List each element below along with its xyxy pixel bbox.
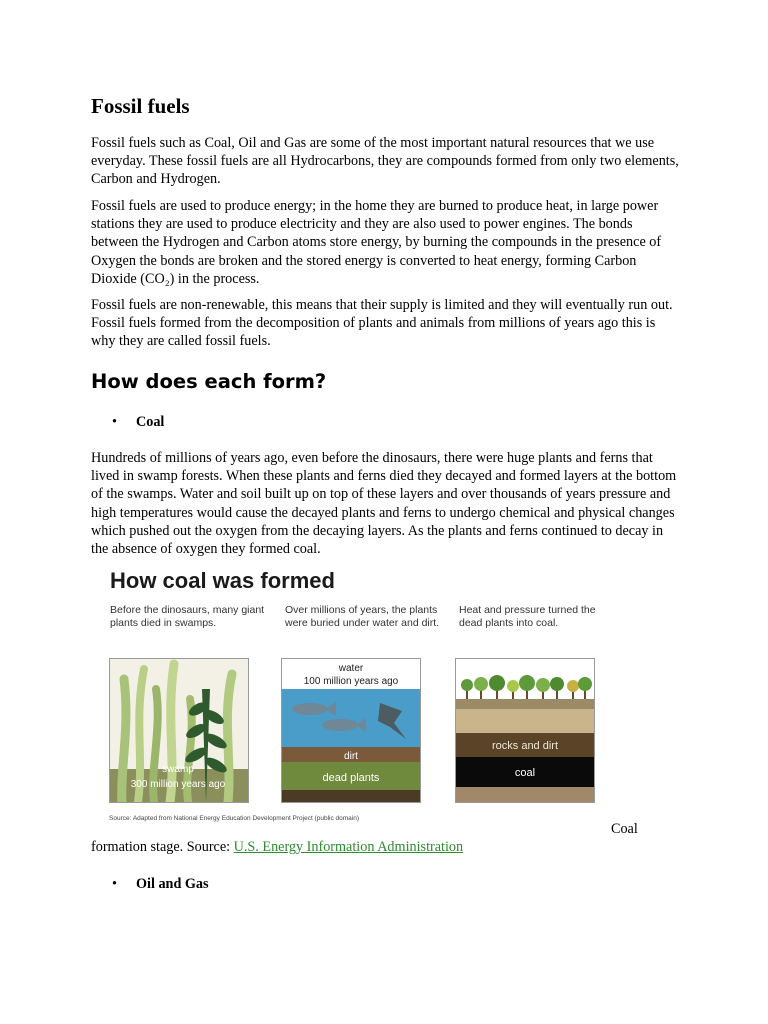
figure-source: Source: Adapted from National Energy Education Development Project (public domain) [109, 815, 360, 822]
buried-panel [281, 658, 421, 803]
coal-formation-figure [105, 568, 615, 828]
section-heading: How does each form? [91, 370, 327, 393]
caption-prefix: formation stage. Source: [91, 839, 234, 855]
figure-caption-start: Coal [611, 821, 638, 837]
swamp-age-label: 300 million years ago [130, 779, 226, 790]
coal-paragraph: Hundreds of millions of years ago, even before the dinosaurs, there were huge plants and ferns that lived in swamp forests. When these plants and ferns died they decayed and formed layers at the bottom of the swamps. Water and soil built up on top of these layers and over thousands of years pressure and high temperatures would cause the decayed plants and ferns to undergo chemical and physical changes which pushed out the oxygen from the decaying layers. As the plants and ferns continued to decay in the absence of oxygen they formed coal. [91, 450, 677, 558]
coal-panel [455, 658, 595, 803]
water-age-label: 100 million years ago [303, 676, 399, 687]
eia-source-link[interactable]: U.S. Energy Information Administration [233, 839, 464, 855]
figure-caption-1: Before the dinosaurs, many giant plants died in swamps. [110, 604, 265, 629]
bullet-dot: • [112, 414, 117, 430]
intro-paragraph: Fossil fuels such as Coal, Oil and Gas are some of the most important natural resources that we use everyday. These fossil fuels are all Hydrocarbons, they are compounds formed from only two elements, Carbon and Hydrogen. [91, 135, 679, 188]
bullet-coal [112, 414, 164, 431]
water-label: water [338, 663, 364, 674]
bullet-dot: • [112, 876, 117, 892]
bullet-coal-label: Coal [136, 414, 165, 430]
swamp-label: swamp [162, 764, 194, 775]
bullet-oil-gas-label: Oil and Gas [136, 876, 209, 892]
page-title: Fossil fuels [91, 94, 190, 118]
bullet-oil-gas [112, 876, 209, 893]
buried-illustration [282, 659, 420, 802]
dead-plants-label: dead plants [322, 772, 380, 784]
rocks-dirt-label: rocks and dirt [491, 740, 559, 752]
energy-paragraph: Fossil fuels are used to produce energy; in the home they are burned to produce heat, in large power stations they are used to produce electricity and they are also used to power engines. The bonds between the Hydrogen and Carbon atoms store energy, by burning the compounds in the presence of Oxygen the bonds are broken and the stored energy is converted to heat energy, forming Carbon Dioxide (CO₂) in the process. [91, 198, 662, 287]
figure-caption-3: Heat and pressure turned the dead plants into coal. [459, 604, 596, 629]
figure-caption-text [91, 839, 463, 856]
figure-title: How coal was formed [110, 568, 335, 593]
coal-layer-label: coal [514, 767, 536, 779]
swamp-illustration [110, 659, 248, 802]
dirt-label: dirt [344, 751, 358, 762]
swamp-panel [109, 658, 249, 803]
non-renewable-paragraph: Fossil fuels are non-renewable, this means that their supply is limited and they will eventually run out. Fossil fuels formed from the decomposition of plants and animals from millions of years ago this is why they are called fossil fuels. [91, 297, 673, 350]
coal-illustration [456, 659, 594, 802]
figure-caption-2: Over millions of years, the plants were buried under water and dirt. [285, 604, 440, 629]
